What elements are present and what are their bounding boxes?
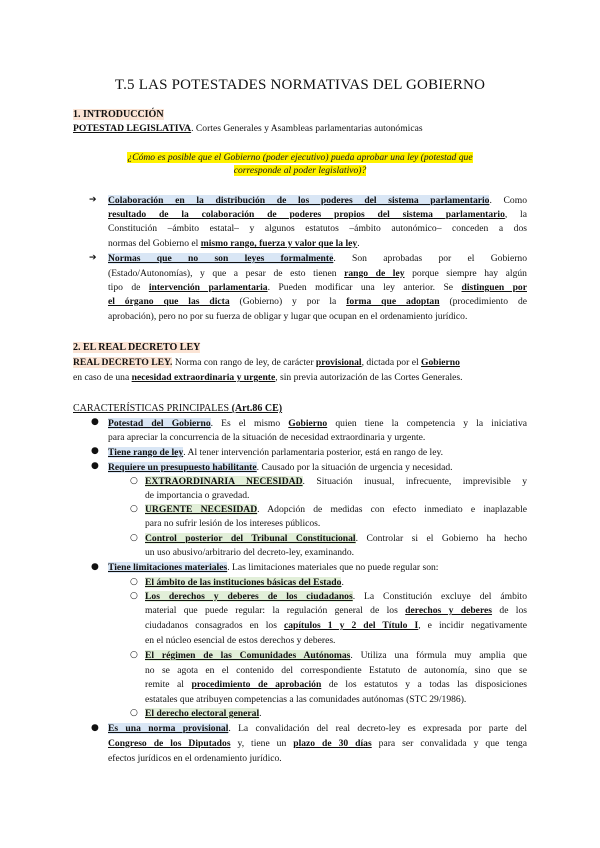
page-title: T.5 LAS POTESTADES NORMATIVAS DEL GOBIERNO — [114, 77, 486, 93]
sub-bullet-2-line-2: para no sufrir lesión de los intereses públicos. — [145, 518, 321, 529]
arrow-item-2-line-3: tipo de intervención parlamentaria. Pueden modificar una ley anterior. Se distinguen por — [108, 282, 527, 293]
sub-bullet-3-line-1: Control posterior del Tribunal Constitucional. Controlar si el Gobierno ha hecho — [145, 533, 528, 544]
hollow-circle-bullet-icon: ○ — [130, 708, 138, 718]
section-heading-real-decreto-ley: 2. EL REAL DECRETO LEY — [73, 342, 201, 353]
sub-bullet-7-line: El derecho electoral general. — [145, 708, 262, 719]
hollow-circle-bullet-icon: ○ — [130, 533, 138, 543]
sub-bullet-6-line-2: no se agota en el contenido del correspondiente Estatuto de autonomía, sino que se — [145, 665, 527, 676]
sub-bullet-6-line-4: estatales que atribuyen competencias a las comunidades autónomas (STC 29/1986). — [145, 694, 467, 705]
arrow-item-1-line-3: Constitución –ámbito estatal– y algunos estatutos –ámbito autonómico– conceden a dos — [108, 223, 527, 234]
arrow-item-2-line-4: el órgano que las dicta (Gobierno) y por la forma que adoptan (procedimiento de — [108, 296, 527, 307]
sub-bullet-5-line-2: material que puede regular: la regulación general de los derechos y deberes de los — [145, 605, 528, 616]
filled-bullet-icon: ● — [91, 446, 99, 456]
sub-bullet-5-line-1: Los derechos y deberes de los ciudadanos. La Constitución excluye del ámbito — [145, 591, 528, 602]
sub-bullet-5-line-4: en el núcleo esencial de estos derechos y deberes. — [145, 635, 336, 646]
arrow-item-1-line-4: normas del Gobierno el mismo rango, fuerza y valor que la ley. — [108, 238, 360, 249]
real-decreto-definition-line-1: REAL DECRETO LEY. Norma con rango de ley, de carácter provisional, dictada por el Gobierno — [73, 357, 460, 368]
real-decreto-definition-line-2: en caso de una necesidad extraordinaria y urgente, sin previa autorización de las Cortes Generales. — [73, 372, 463, 383]
arrow-item-1-line-1: Colaboración en la distribución de los poderes del sistema parlamentario. Como — [108, 195, 527, 206]
question-line-1: ¿Cómo es posible que el Gobierno (poder ejecutivo) pueda aprobar una ley (potestad que — [127, 152, 473, 163]
sub-bullet-2-line-1: URGENTE NECESIDAD. Adopción de medidas con efecto inmediato e inaplazable — [145, 504, 527, 515]
hollow-circle-bullet-icon: ○ — [130, 504, 138, 514]
arrow-item-2-line-1: Normas que no son leyes formalmente. Son aprobadas por el Gobierno — [108, 253, 527, 264]
sub-bullet-1-line-2: de importancia o gravedad. — [145, 490, 250, 501]
sub-bullet-6-line-1: El régimen de las Comunidades Autónomas. Utiliza una fórmula muy amplia que — [145, 650, 527, 661]
bullet-3-line: Requiere un presupuesto habilitante. Causado por la situación de urgencia y necesidad. — [108, 462, 453, 473]
filled-bullet-icon: ● — [91, 562, 99, 572]
sub-bullet-4-line: El ámbito de las instituciones básicas del Estado. — [145, 577, 344, 588]
right-arrow-icon: ➔ — [89, 253, 97, 263]
arrow-item-2-line-2: (Estado/Autonomías), y que a pesar de esto tienen rango de ley porque siempre hay algún — [108, 268, 527, 279]
section-heading-introduccion: 1. INTRODUCCIÓN — [73, 109, 164, 120]
filled-bullet-icon: ● — [91, 461, 99, 471]
bullet-5-line-3: efectos jurídicos en el ordenamiento jurídico. — [108, 753, 282, 764]
arrow-item-1-line-2: resultado de la colaboración de poderes propios del sistema parlamentario, la — [108, 209, 527, 220]
bullet-2-line: Tiene rango de ley. Al tener intervención parlamentaria posterior, está en rango de ley. — [108, 447, 444, 458]
bullet-1-line-2: para apreciar la concurrencia de la situación de necesidad extraordinaria y urgente. — [108, 432, 426, 443]
arrow-item-2-line-5: aprobación), pero no por su fuerza de obligar y lugar que ocupan en el ordenamiento jurídico. — [108, 311, 468, 322]
hollow-circle-bullet-icon: ○ — [130, 591, 138, 601]
hollow-circle-bullet-icon: ○ — [130, 577, 138, 587]
sub-bullet-3-line-2: un uso abusivo/arbitrario del decreto-ley, examinando. — [145, 547, 355, 558]
sub-bullet-5-line-3: ciudadanos consagrados en los capítulos 1 y 2 del Título I, e incidir negativamente — [145, 620, 527, 631]
potestad-legislativa-line: POTESTAD LEGISLATIVA. Cortes Generales y Asambleas parlamentarias autonómicas — [73, 123, 423, 134]
bullet-5-line-1: Es una norma provisional. La convalidación del real decreto-ley es expresada por parte del — [108, 723, 528, 734]
bullet-4-line: Tiene limitaciones materiales. Las limitaciones materiales que no puede regular son: — [108, 562, 439, 573]
hollow-circle-bullet-icon: ○ — [130, 650, 138, 660]
filled-bullet-icon: ● — [91, 723, 99, 733]
hollow-circle-bullet-icon: ○ — [130, 476, 138, 486]
filled-bullet-icon: ● — [91, 417, 99, 427]
right-arrow-icon: ➔ — [89, 195, 97, 205]
caracteristicas-heading: CARACTERÍSTICAS PRINCIPALES (Art.86 CE) — [73, 403, 283, 414]
bullet-1-line-1: Potestad del Gobierno. Es el mismo Gobierno quien tiene la competencia y la iniciativa — [108, 418, 528, 429]
question-line-2: corresponde al poder legislativo)? — [233, 165, 367, 176]
sub-bullet-6-line-3: remite al procedimiento de aprobación de los estatutos y a todas las disposiciones — [145, 679, 527, 690]
bullet-5-line-2: Congreso de los Diputados y, tiene un plazo de 30 días para ser convalidada y que tenga — [108, 738, 527, 749]
sub-bullet-1-line-1: EXTRAORDINARIA NECESIDAD. Situación inusual, infrecuente, imprevisible y — [145, 476, 527, 487]
